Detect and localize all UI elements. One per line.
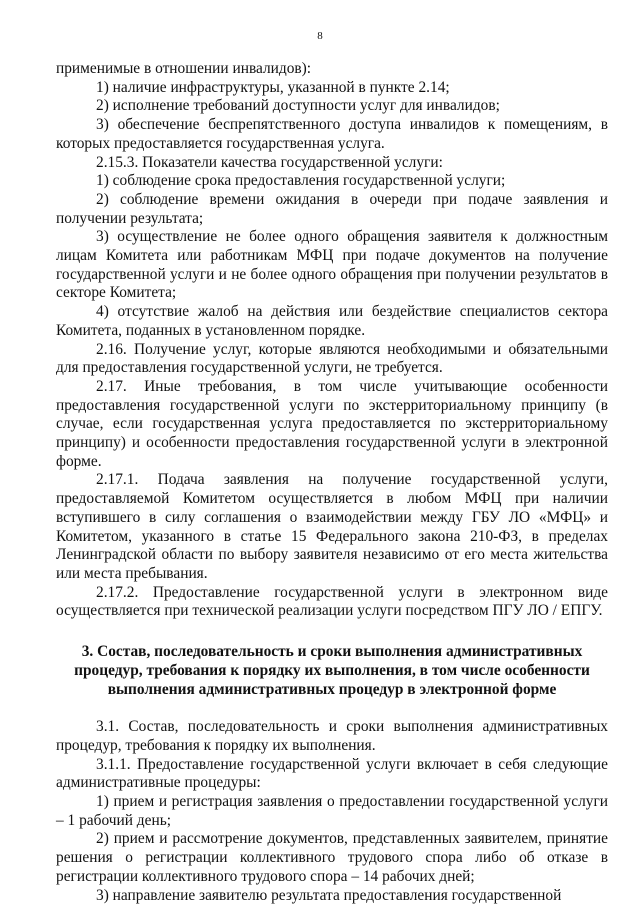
document-body <box>56 60 608 905</box>
paragraph: 2.17.1. Подача заявления на получение государственной услуги, предоставляемой Комитетом осуществляется в любом МФЦ при наличии вступившего в силу соглашения о взаимодействии между ГБУ ЛО «МФЦ» и Комитетом, указанного в статье 15 Федерального закона 210-ФЗ, в пределах Ленинградской области по выбору заявителя независимо от его места жительства или места пребывания. <box>56 471 608 582</box>
section-heading: 3. Состав, последовательность и сроки выполнения административных процедур, требования к порядку их выполнения, в том числе особенности выполнения административных процедур в электронной форме <box>74 643 590 698</box>
paragraph: 2) исполнение требований доступности услуг для инвалидов; <box>96 97 500 115</box>
paragraph: 2) прием и рассмотрение документов, представленных заявителем, принятие решения о регистрации коллективного трудового спора либо об отказе в регистрации коллективного трудового спора – 14 рабочих дней; <box>56 830 608 885</box>
paragraph: 3.1. Состав, последовательность и сроки выполнения административных процедур, требования к порядку их выполнения. <box>56 718 608 754</box>
paragraph: 2.17. Иные требования, в том числе учитывающие особенности предоставления государственной услуги по экстерриториальному принципу (в случае, если государственная услуга предоставляется по экстерриториальному принципу) и особенности предоставления государственной услуги в электронной форме. <box>56 377 608 470</box>
paragraph: 1) соблюдение срока предоставления государственной услуги; <box>96 172 506 190</box>
paragraph: 1) прием и регистрация заявления о предоставлении государственной услуги – 1 рабочий день; <box>56 793 608 829</box>
paragraph: 2.17.2. Предоставление государственной услуги в электронном виде осуществляется при технической реализации услуги посредством ПГУ ЛО / ЕПГУ. <box>56 583 608 620</box>
paragraph: 3) направление заявителю результата предоставления государственной <box>96 886 562 904</box>
paragraph: 4) отсутствие жалоб на действия или бездействие специалистов сектора Комитета, поданных в установленном порядке. <box>56 303 608 339</box>
paragraph: 3) обеспечение беспрепятственного доступа инвалидов к помещениям, в которых предоставляется государственная услуга. <box>56 116 608 152</box>
paragraphs-bottom <box>56 718 608 905</box>
page-number: 8 <box>317 30 323 42</box>
paragraph: 2.15.3. Показатели качества государственной услуги: <box>96 153 443 171</box>
paragraph: 2.16. Получение услуг, которые являются необходимыми и обязательными для предоставления государственной услуги, не требуется. <box>56 340 608 377</box>
paragraph: 1) наличие инфраструктуры, указанной в пункте 2.14; <box>96 78 450 96</box>
paragraph: применимые в отношении инвалидов): <box>56 60 312 77</box>
paragraphs-top <box>56 60 608 621</box>
paragraph: 3.1.1. Предоставление государственной услуги включает в себя следующие административные процедуры: <box>56 755 608 792</box>
paragraph: 2) соблюдение времени ожидания в очереди при подаче заявления и получении результата; <box>56 190 608 227</box>
paragraph: 3) осуществление не более одного обращения заявителя к должностным лицам Комитета или работникам МФЦ при подаче документов на получение государственной услуги и не более одного обращения при получении результатов в секторе Комитета; <box>56 228 608 302</box>
